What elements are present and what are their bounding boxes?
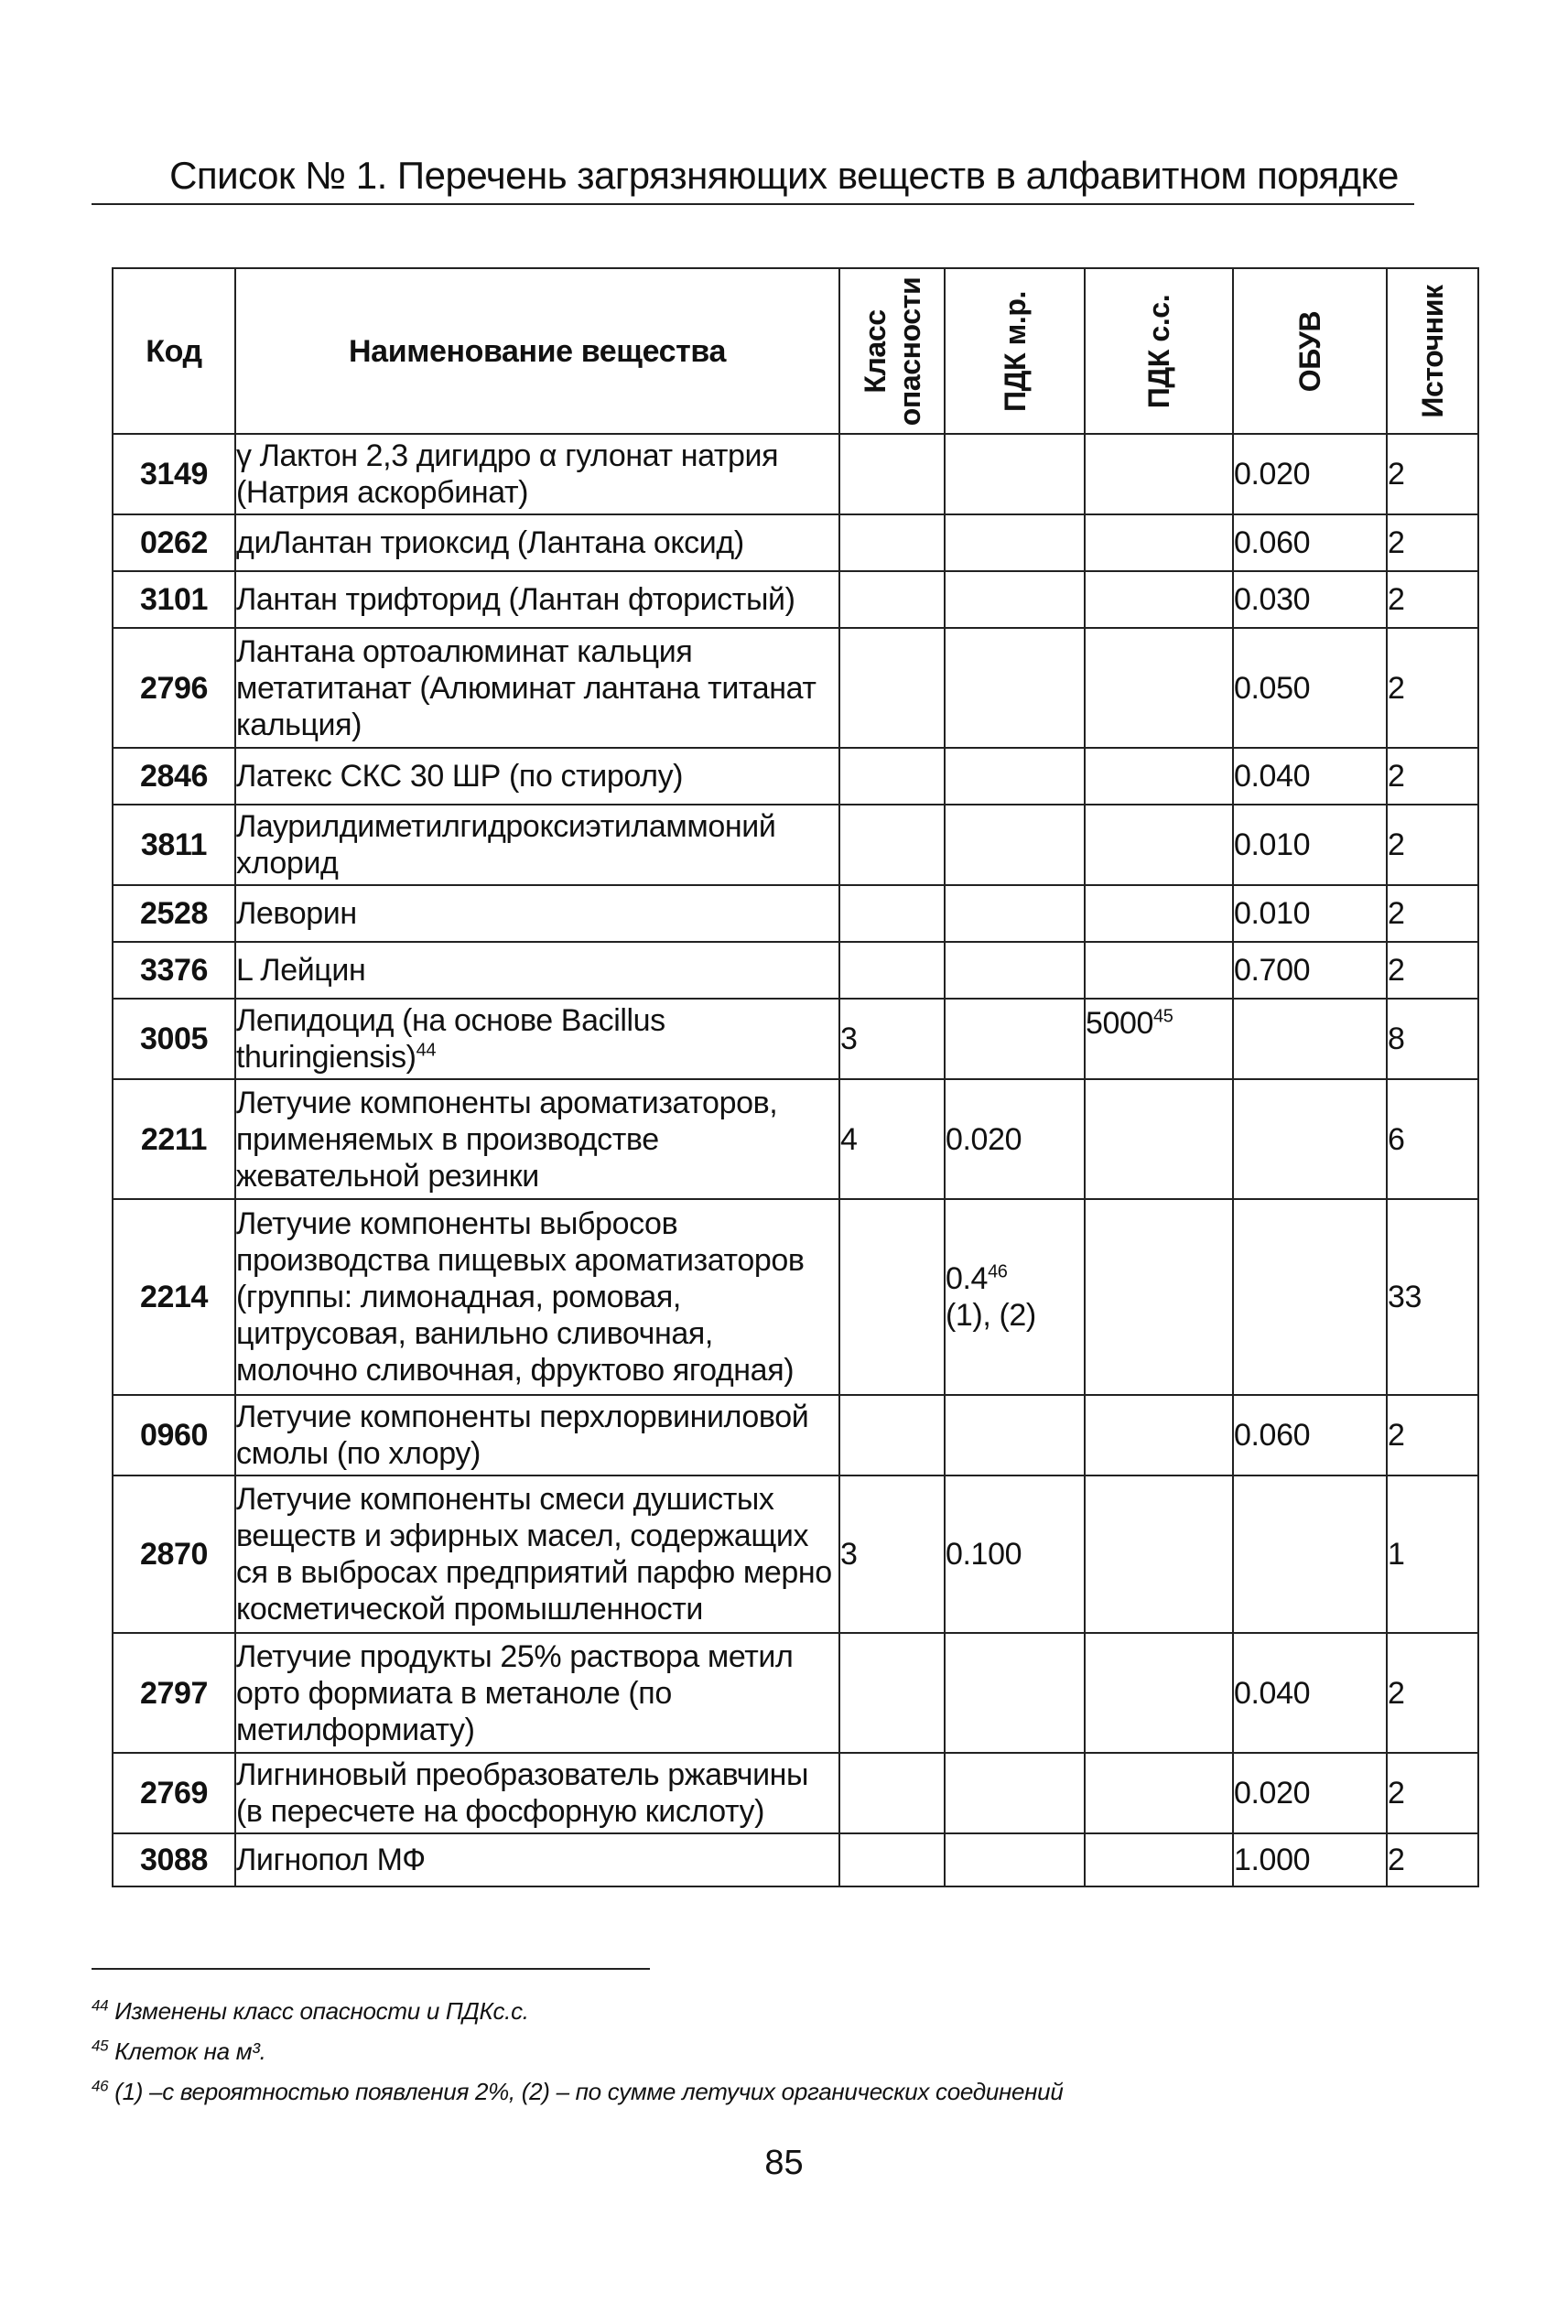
- column-header-pdk-ss: [1085, 268, 1233, 434]
- cell-name-text: Лигнопол МФ: [236, 1843, 426, 1877]
- footnote-item: [92, 2071, 1063, 2112]
- cell-pdk-mr: [945, 999, 1085, 1079]
- cell-hazard-class: [839, 805, 945, 885]
- cell-obuv: 0.020: [1233, 1753, 1387, 1833]
- cell-pdk-mr: [945, 1833, 1085, 1886]
- footnote-ref: 46: [988, 1261, 1008, 1282]
- column-header-hazard-class-label: Класс опасности: [858, 276, 926, 426]
- footnote-item: [92, 2031, 1063, 2071]
- cell-hazard-class: [839, 885, 945, 942]
- cell-name-text: Летучие компоненты перхлорвиниловой смолы (по хлору): [236, 1400, 809, 1471]
- cell-hazard-class: [839, 434, 945, 514]
- cell-hazard-class: [839, 1633, 945, 1753]
- cell-pdk-mr: [945, 1395, 1085, 1475]
- cell-code: 3101: [113, 571, 235, 628]
- cell-obuv: 0.010: [1233, 805, 1387, 885]
- cell-pdk-ss: [1085, 1079, 1233, 1199]
- title-divider: [92, 203, 1414, 205]
- cell-name: [235, 1633, 839, 1753]
- page-title: Список № 1. Перечень загрязняющих веществ в алфавитном порядке: [169, 154, 1399, 197]
- table-row: [113, 942, 1478, 999]
- cell-pdk-mr: [945, 1199, 1085, 1395]
- cell-code: 2797: [113, 1633, 235, 1753]
- cell-pdk-mr: [945, 1753, 1085, 1833]
- cell-hazard-class: [839, 1395, 945, 1475]
- cell-source: 8: [1387, 999, 1478, 1079]
- cell-name: [235, 885, 839, 942]
- cell-name-text: диЛантан триоксид (Лантана оксид): [236, 525, 744, 560]
- cell-pdk-ss: [1085, 1753, 1233, 1833]
- cell-pdk-mr: [945, 514, 1085, 571]
- cell-name: [235, 1395, 839, 1475]
- cell-name: [235, 434, 839, 514]
- cell-name: [235, 805, 839, 885]
- cell-hazard-class: [839, 1833, 945, 1886]
- table-row: [113, 1633, 1478, 1753]
- cell-name-text: Летучие компоненты ароматизаторов, применяемых в производстве жевательной резинки: [236, 1085, 778, 1194]
- cell-code: 2846: [113, 748, 235, 805]
- cell-pdk-ss: [1085, 571, 1233, 628]
- cell-obuv: [1233, 1199, 1387, 1395]
- cell-pdk-ss-value: 5000: [1086, 1006, 1154, 1041]
- cell-name: [235, 571, 839, 628]
- cell-name: [235, 999, 839, 1079]
- cell-pdk-ss: [1085, 1199, 1233, 1395]
- cell-source: 1: [1387, 1475, 1478, 1633]
- cell-hazard-class: 3: [839, 1475, 945, 1633]
- cell-name-text: Летучие компоненты смеси душистых веществ и эфирных масел, содержащих ся в выбросах предприятий парфю мерно косметической промышленности: [236, 1482, 832, 1627]
- cell-hazard-class: [839, 748, 945, 805]
- cell-pdk-ss: [1085, 1475, 1233, 1633]
- cell-pdk-ss: [1085, 942, 1233, 999]
- footnote-number: 46: [92, 2077, 109, 2095]
- cell-name-text: Лепидоцид (на основе Bacillus thuringiensis): [236, 1003, 665, 1075]
- footnote-text: Изменены класс опасности и ПДКс.с.: [114, 1997, 529, 2025]
- footnote-ref: 44: [416, 1040, 437, 1061]
- cell-name-text: Лаурилдиметилгидроксиэтиламмоний хлорид: [236, 809, 776, 881]
- cell-pdk-mr: [945, 942, 1085, 999]
- table-row: [113, 1199, 1478, 1395]
- cell-pdk-ss: [1085, 514, 1233, 571]
- cell-name-text: Лигниновый преобразователь ржавчины (в пересчете на фосфорную кислоту): [236, 1757, 809, 1829]
- cell-code: 0262: [113, 514, 235, 571]
- cell-code: 3088: [113, 1833, 235, 1886]
- cell-name-text: L Лейцин: [236, 953, 366, 988]
- cell-code: 3811: [113, 805, 235, 885]
- cell-source: 33: [1387, 1199, 1478, 1395]
- cell-source: 2: [1387, 885, 1478, 942]
- cell-obuv: [1233, 1079, 1387, 1199]
- table-row: [113, 1833, 1478, 1886]
- footnotes: [92, 1991, 1063, 2112]
- cell-name: [235, 1833, 839, 1886]
- table-row: [113, 748, 1478, 805]
- cell-obuv: 1.000: [1233, 1833, 1387, 1886]
- column-header-hazard-class: [839, 268, 945, 434]
- column-header-name: Наименование вещества: [235, 268, 839, 434]
- cell-name-text: Леворин: [236, 896, 357, 931]
- cell-code: 2870: [113, 1475, 235, 1633]
- table-row: [113, 1753, 1478, 1833]
- table-row: [113, 434, 1478, 514]
- table-row: [113, 1079, 1478, 1199]
- cell-obuv: 0.060: [1233, 1395, 1387, 1475]
- cell-code: 3376: [113, 942, 235, 999]
- cell-pdk-ss: [1085, 1395, 1233, 1475]
- cell-code: 3149: [113, 434, 235, 514]
- column-header-pdk-ss-label: ПДК с.с.: [1142, 294, 1175, 408]
- footnote-divider: [92, 1968, 650, 1970]
- cell-pdk-mr: [945, 571, 1085, 628]
- cell-pdk-ss: [1085, 1833, 1233, 1886]
- cell-obuv: 0.700: [1233, 942, 1387, 999]
- cell-source: 2: [1387, 434, 1478, 514]
- table-row: [113, 514, 1478, 571]
- column-header-obuv: [1233, 268, 1387, 434]
- footnote-number: 44: [92, 1996, 109, 2015]
- table-header-row: [113, 268, 1478, 434]
- cell-obuv: 0.020: [1233, 434, 1387, 514]
- cell-obuv: [1233, 999, 1387, 1079]
- cell-hazard-class: [839, 942, 945, 999]
- cell-hazard-class: [839, 1199, 945, 1395]
- cell-obuv: 0.050: [1233, 628, 1387, 748]
- cell-name: [235, 1199, 839, 1395]
- column-header-source-label: Источник: [1416, 284, 1449, 418]
- cell-source: 2: [1387, 571, 1478, 628]
- cell-source: 2: [1387, 514, 1478, 571]
- cell-obuv: 0.060: [1233, 514, 1387, 571]
- cell-source: 6: [1387, 1079, 1478, 1199]
- cell-obuv: 0.040: [1233, 748, 1387, 805]
- cell-pdk-mr-note: (1), (2): [946, 1298, 1036, 1333]
- cell-obuv: [1233, 1475, 1387, 1633]
- cell-pdk-mr: [945, 748, 1085, 805]
- cell-pdk-mr: [945, 805, 1085, 885]
- cell-obuv: 0.010: [1233, 885, 1387, 942]
- cell-name: [235, 748, 839, 805]
- cell-source: 2: [1387, 1833, 1478, 1886]
- footnote-text: (1) –с вероятностью появления 2%, (2) – по сумме летучих органических соединений: [114, 2078, 1064, 2105]
- cell-pdk-mr: [945, 885, 1085, 942]
- cell-pdk-ss: [1085, 999, 1233, 1079]
- column-header-pdk-mr: [945, 268, 1085, 434]
- cell-name: [235, 942, 839, 999]
- cell-name-text: γ Лактон 2,3 дигидро α гулонат натрия (Натрия аскорбинат): [236, 438, 779, 510]
- cell-code: 2796: [113, 628, 235, 748]
- table-row: [113, 1475, 1478, 1633]
- cell-code: 2769: [113, 1753, 235, 1833]
- cell-pdk-mr: 0.100: [945, 1475, 1085, 1633]
- table-row: [113, 628, 1478, 748]
- cell-hazard-class: [839, 514, 945, 571]
- cell-pdk-mr: [945, 1633, 1085, 1753]
- cell-name-text: Лантан трифторид (Лантан фтористый): [236, 582, 795, 617]
- cell-pdk-ss: [1085, 1633, 1233, 1753]
- cell-pdk-mr: 0.020: [945, 1079, 1085, 1199]
- cell-hazard-class: [839, 1753, 945, 1833]
- cell-code: 3005: [113, 999, 235, 1079]
- cell-pdk-mr: [945, 628, 1085, 748]
- cell-name: [235, 1753, 839, 1833]
- cell-hazard-class: 4: [839, 1079, 945, 1199]
- cell-code: 0960: [113, 1395, 235, 1475]
- cell-pdk-ss: [1085, 748, 1233, 805]
- cell-pdk-ss: [1085, 885, 1233, 942]
- cell-name-text: Латекс СКС 30 ШР (по стиролу): [236, 759, 684, 794]
- table-row: [113, 571, 1478, 628]
- cell-name-text: Летучие продукты 25% раствора метил орто формиата в метаноле (по метилформиату): [236, 1638, 794, 1747]
- cell-source: 2: [1387, 1395, 1478, 1475]
- cell-hazard-class: [839, 571, 945, 628]
- page-number: 85: [764, 2144, 804, 2182]
- cell-obuv: 0.030: [1233, 571, 1387, 628]
- cell-hazard-class: [839, 628, 945, 748]
- column-header-obuv-label: ОБУВ: [1293, 310, 1326, 392]
- table-row: [113, 999, 1478, 1079]
- column-header-pdk-mr-label: ПДК м.р.: [998, 290, 1032, 412]
- footnote-number: 45: [92, 2037, 109, 2055]
- column-header-source: [1387, 268, 1478, 434]
- cell-source: 2: [1387, 628, 1478, 748]
- cell-code: 2211: [113, 1079, 235, 1199]
- footnote-item: [92, 1991, 1063, 2031]
- footnote-text: Клеток на м³.: [114, 2038, 266, 2065]
- cell-source: 2: [1387, 1633, 1478, 1753]
- cell-name-text: Лантана ортоалюминат кальция метатитанат (Алюминат лантана титанат кальция): [236, 633, 816, 742]
- cell-name-text: Летучие компоненты выбросов производства пищевых ароматизаторов (группы: лимонадная, ромовая, цитрусовая, ванильно сливочная, молочно сливочная, фруктово ягодная): [236, 1206, 805, 1388]
- cell-name: [235, 1079, 839, 1199]
- cell-pdk-mr-value: 0.4: [946, 1261, 989, 1296]
- cell-pdk-mr: [945, 434, 1085, 514]
- column-header-code: Код: [113, 268, 235, 434]
- cell-source: 2: [1387, 1753, 1478, 1833]
- footnote-ref: 45: [1153, 1006, 1173, 1027]
- cell-name: [235, 628, 839, 748]
- cell-pdk-ss: [1085, 628, 1233, 748]
- cell-source: 2: [1387, 805, 1478, 885]
- cell-code: 2528: [113, 885, 235, 942]
- cell-name: [235, 1475, 839, 1633]
- table-row: [113, 1395, 1478, 1475]
- cell-pdk-ss: [1085, 434, 1233, 514]
- cell-source: 2: [1387, 942, 1478, 999]
- table-row: [113, 885, 1478, 942]
- cell-hazard-class: 3: [839, 999, 945, 1079]
- cell-name: [235, 514, 839, 571]
- pollutants-table: [112, 267, 1479, 1887]
- cell-pdk-ss: [1085, 805, 1233, 885]
- cell-code: 2214: [113, 1199, 235, 1395]
- cell-obuv: 0.040: [1233, 1633, 1387, 1753]
- cell-source: 2: [1387, 748, 1478, 805]
- table-row: [113, 805, 1478, 885]
